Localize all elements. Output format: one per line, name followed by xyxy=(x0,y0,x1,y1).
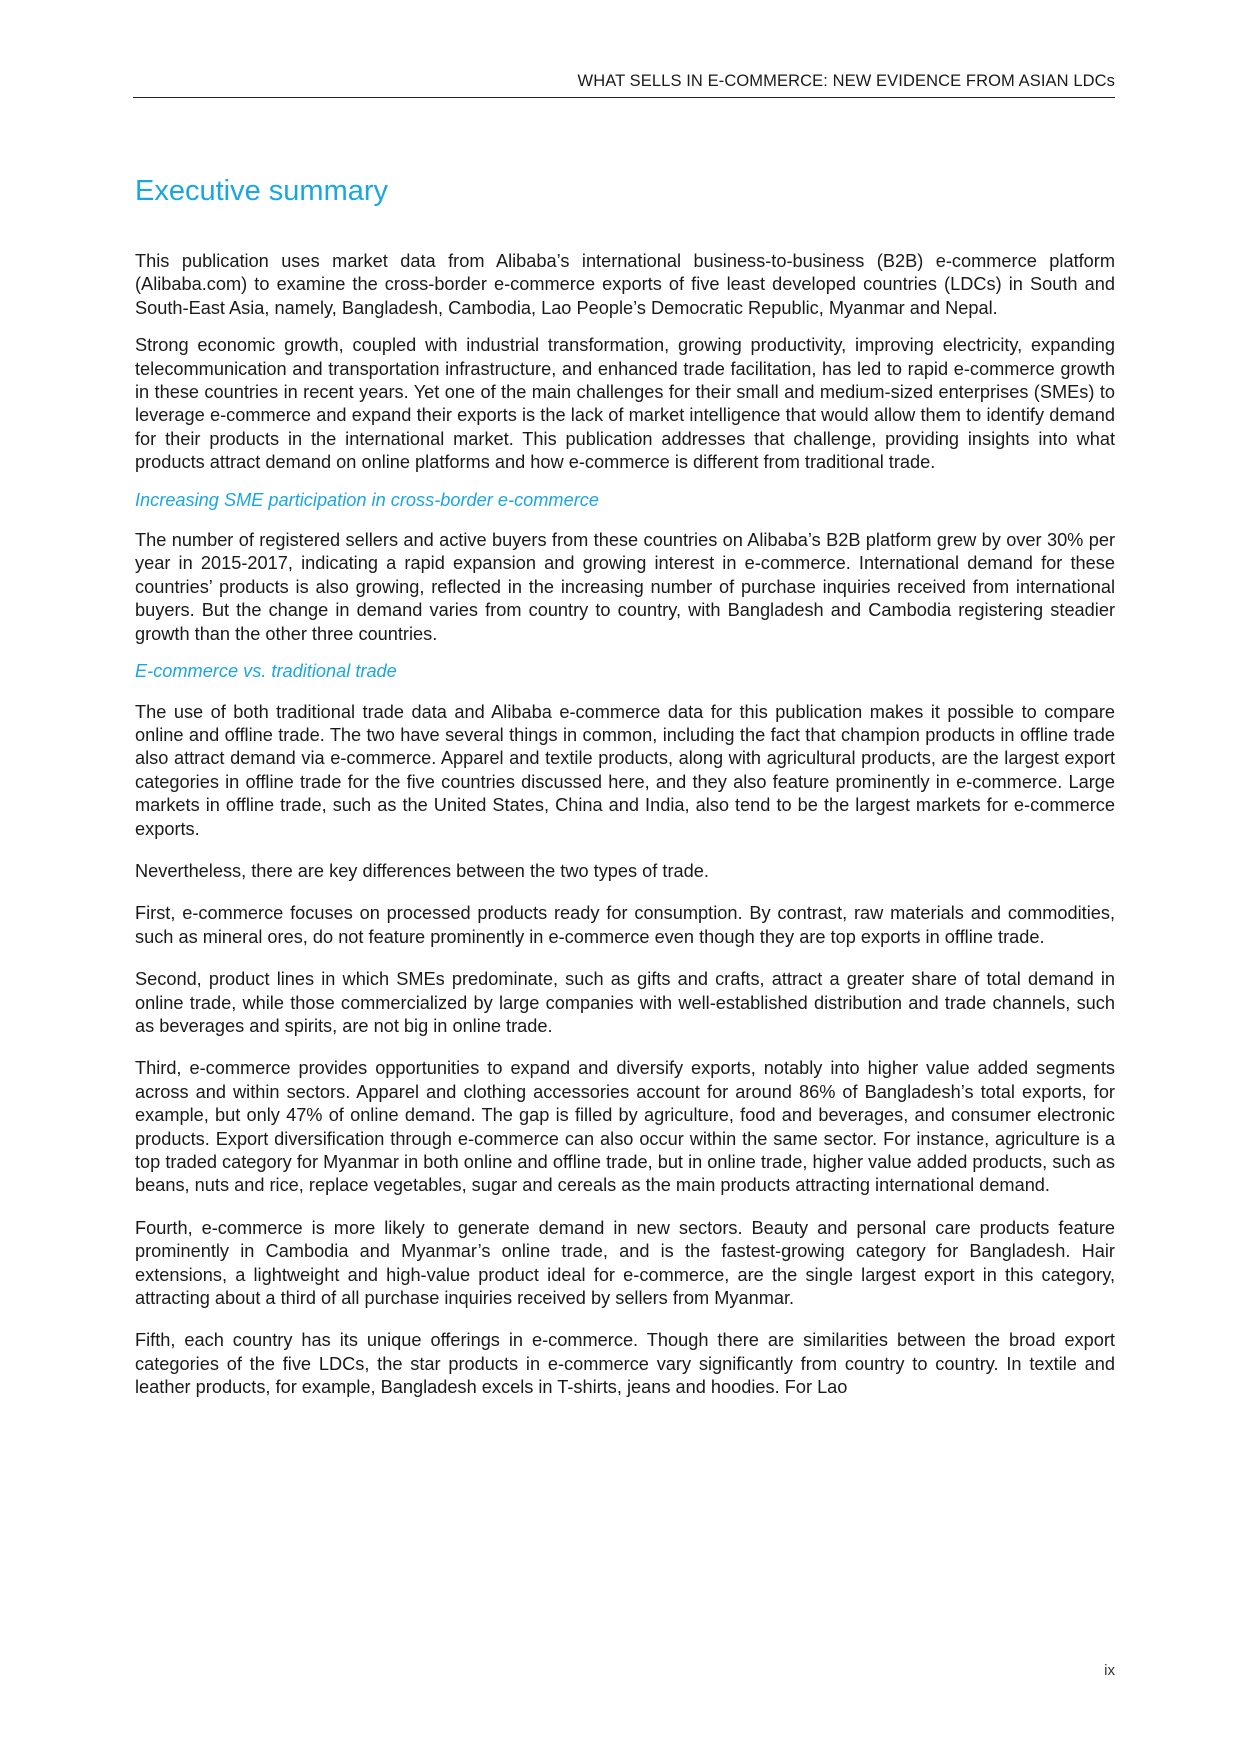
paragraph-differences: Nevertheless, there are key differences between the two types of trade. xyxy=(135,860,709,881)
body-text xyxy=(135,250,1115,1414)
page-title: Executive summary xyxy=(135,175,389,207)
paragraph-sellers-buyers: The number of registered sellers and active buyers from these countries on Alibaba’s B2B platform grew by over 30% per year in 2015-2017, indicating a rapid expansion and growing interest in e-commerce. International demand for these countries’ products is also growing, reflected in the increasing number of purchase inquiries received from international buyers. But the change in demand varies from country to country, with Bangladesh and Cambodia registering steadier growth than the other three countries. xyxy=(135,530,1115,644)
subheading-ecommerce-vs-traditional: E-commerce vs. traditional trade xyxy=(135,661,397,682)
paragraph-second: Second, product lines in which SMEs predominate, such as gifts and crafts, attract a greater share of total demand in online trade, while those commercialized by large companies with well-established distribution and trade channels, such as beverages and spirits, are not big in online trade. xyxy=(135,969,1115,1036)
paragraph-growth: Strong economic growth, coupled with industrial transformation, growing productivity, improving electricity, expanding telecommunication and transportation infrastructure, and enhanced trade facilitation, has led to rapid e-commerce growth in these countries in recent years. Yet one of the main challenges for their small and medium-sized enterprises (SMEs) to leverage e-commerce and expand their exports is the lack of market intelligence that would allow them to identify demand for their products in the international market. This publication addresses that challenge, providing insights into what products attract demand on online platforms and how e-commerce is different from traditional trade. xyxy=(135,335,1115,473)
paragraph-first: First, e-commerce focuses on processed products ready for consumption. By contrast, raw materials and commodities, such as mineral ores, do not feature prominently in e-commerce even though they are top exports in offline trade. xyxy=(135,903,1115,947)
paragraph-fifth: Fifth, each country has its unique offerings in e-commerce. Though there are similarities between the broad export categories of the five LDCs, the star products in e-commerce vary significantly from country to country. In textile and leather products, for example, Bangladesh excels in T-shirts, jeans and hoodies. For Lao xyxy=(135,1330,1115,1398)
page-number: ix xyxy=(1104,1662,1115,1679)
paragraph-intro: This publication uses market data from Alibaba’s international business-to-business (B2B) e-commerce platform (Alibaba.com) to examine the cross-border e-commerce exports of five least developed countries (LDCs) in South and South-East Asia, namely, Bangladesh, Cambodia, Lao People’s Democratic Republic, Myanmar and Nepal. xyxy=(135,251,1115,318)
running-header: WHAT SELLS IN E-COMMERCE: NEW EVIDENCE FROM ASIAN LDCs xyxy=(133,72,1115,98)
paragraph-fourth: Fourth, e-commerce is more likely to generate demand in new sectors. Beauty and personal care products feature prominently in Cambodia and Myanmar’s online trade, and is the fastest-growing category for Bangladesh. Hair extensions, a lightweight and high-value product ideal for e-commerce, are the single largest export in this category, attracting about a third of all purchase inquiries received by sellers from Myanmar. xyxy=(135,1217,1115,1309)
paragraph-third: Third, e-commerce provides opportunities to expand and diversify exports, notably into higher value added segments across and within sectors. Apparel and clothing accessories account for around 86% of Bangladesh’s total exports, for example, but only 47% of online demand. The gap is filled by agriculture, food and beverages, and consumer electronic products. Export diversification through e-commerce can also occur within the same sector. For instance, agriculture is a top traded category for Myanmar in both online and offline trade, but in online trade, higher value added products, such as beans, nuts and rice, replace vegetables, sugar and cereals as the main products attracting international demand. xyxy=(135,1058,1115,1196)
subheading-sme-participation: Increasing SME participation in cross-border e-commerce xyxy=(135,489,599,510)
paragraph-online-offline: The use of both traditional trade data and Alibaba e-commerce data for this publication makes it possible to compare online and offline trade. The two have several things in common, including the fact that champion products in offline trade also attract demand via e-commerce. Apparel and textile products, along with agricultural products, are the largest export categories in offline trade for the five countries discussed here, and they also feature prominently in e-commerce. Large markets in offline trade, such as the United States, China and India, also tend to be the largest markets for e-commerce exports. xyxy=(135,701,1115,839)
